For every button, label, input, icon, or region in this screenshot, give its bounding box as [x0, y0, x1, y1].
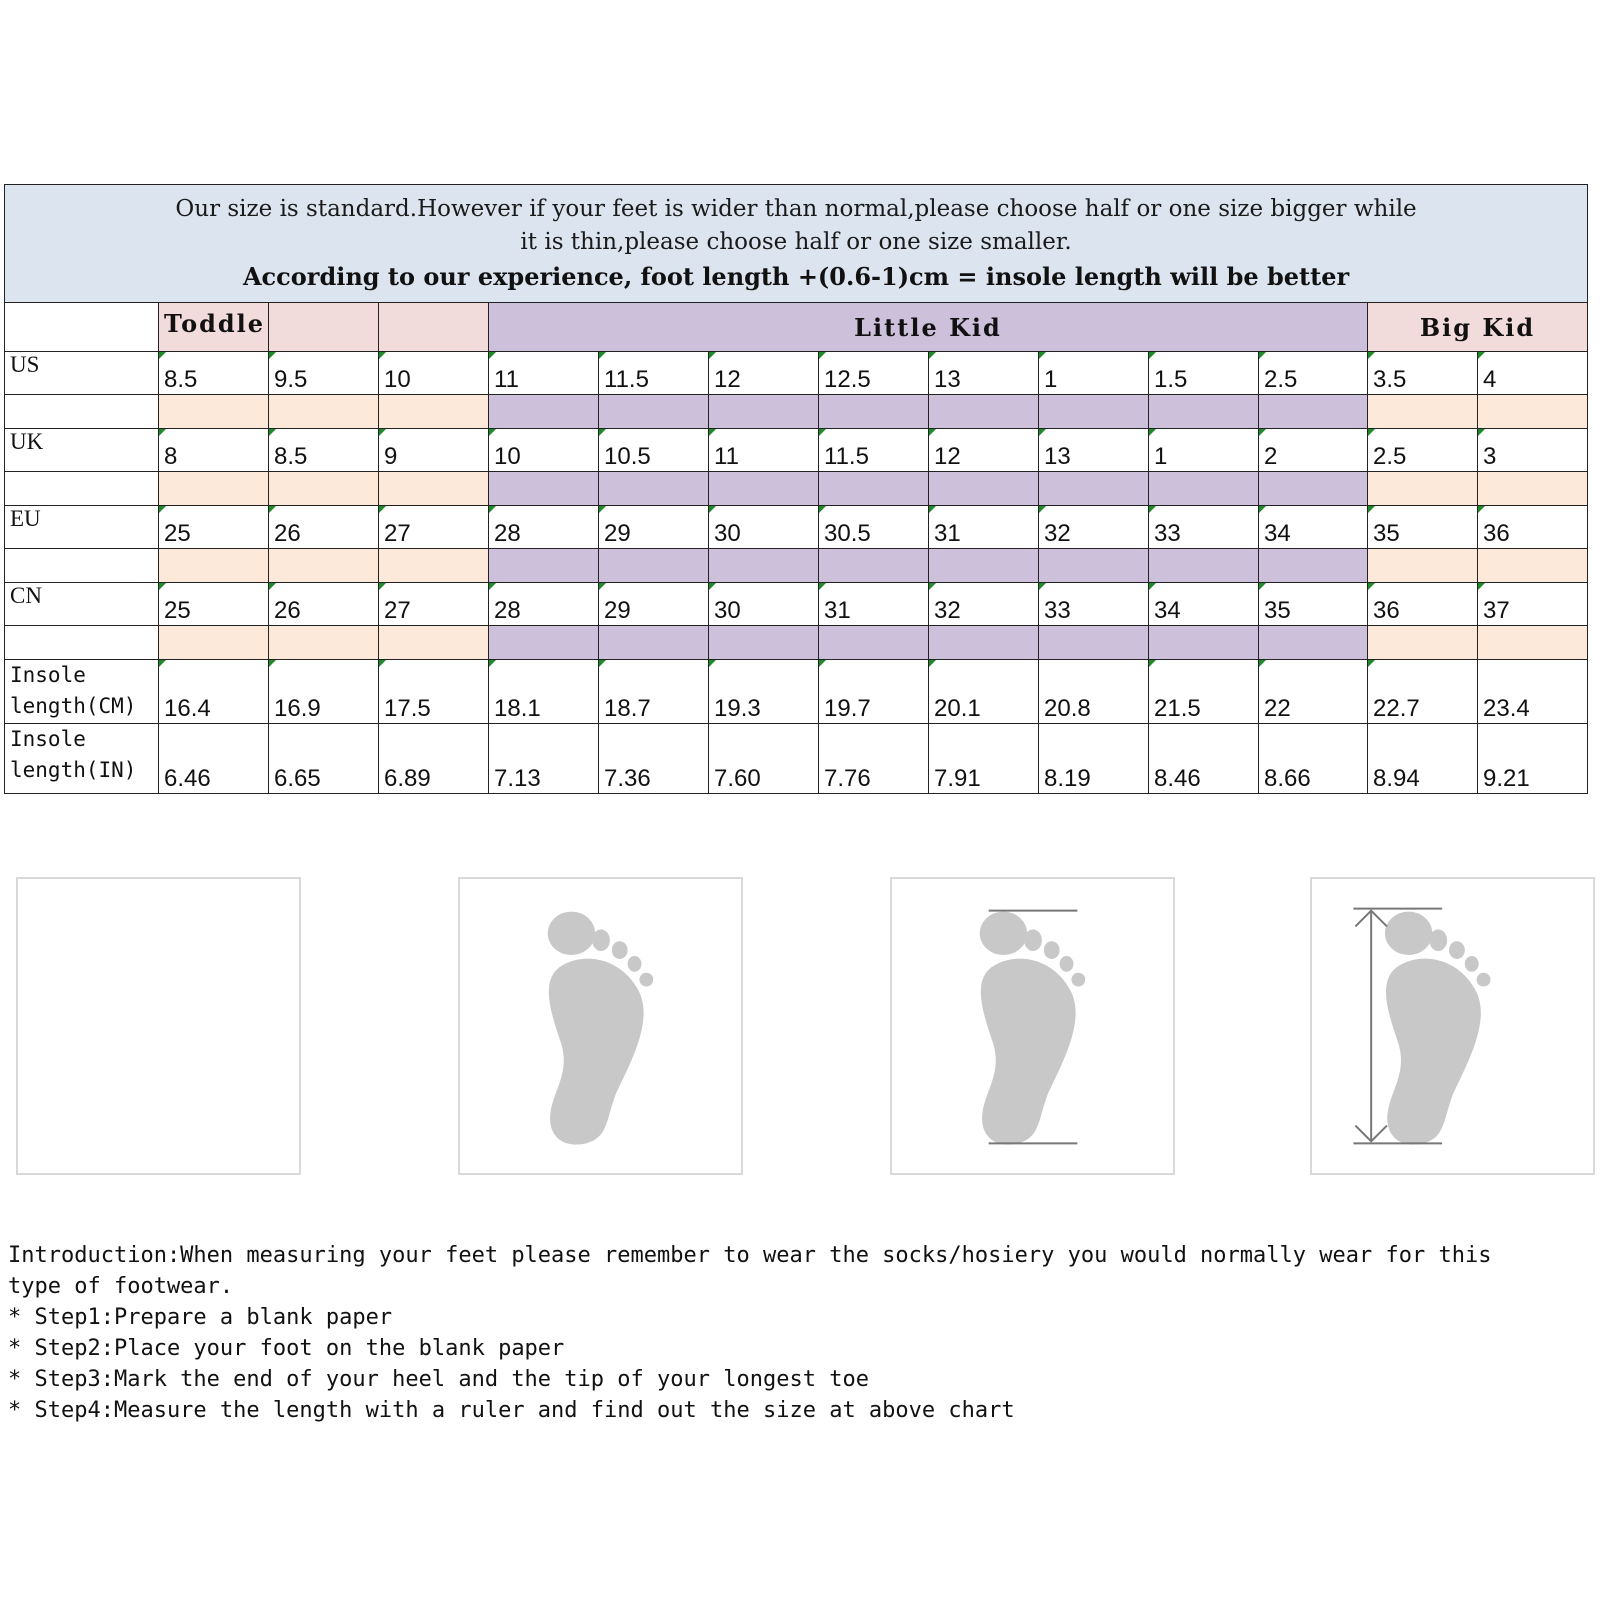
size-chart-table: [4, 184, 1588, 794]
size-cell: 22: [1259, 660, 1368, 724]
size-cell: 1: [1039, 352, 1149, 395]
size-cell: 11: [489, 352, 599, 395]
foot-panel: [458, 877, 743, 1175]
size-row-uk: [5, 429, 1588, 472]
insole-cm-label-line1: Insole: [10, 663, 86, 687]
insole-in-label-line1: Insole: [10, 727, 86, 751]
row-label: US: [5, 352, 159, 395]
size-cell: 2.5: [1259, 352, 1368, 395]
row-label: [5, 724, 159, 794]
size-cell: 30.5: [819, 506, 929, 549]
category-big-kid: Big Kid: [1368, 303, 1588, 352]
size-cell: 8.5: [269, 429, 379, 472]
foot-measure-panel: [1310, 877, 1595, 1175]
insole-cm-label-line2: length(CM): [10, 694, 137, 718]
size-cell: 19.3: [709, 660, 819, 724]
size-cell: 30: [709, 583, 819, 626]
size-cell: 9.21: [1478, 724, 1588, 794]
size-cell: 31: [929, 506, 1039, 549]
size-cell: 8.66: [1259, 724, 1368, 794]
size-cell: 8.5: [159, 352, 269, 395]
foot-icon: [460, 879, 741, 1173]
size-cell: 8.19: [1039, 724, 1149, 794]
category-toddle-fill: [269, 303, 379, 352]
size-cell: 21.5: [1149, 660, 1259, 724]
size-cell: 12.5: [819, 352, 929, 395]
blank-paper-panel: [16, 877, 301, 1175]
size-cell: 11.5: [599, 352, 709, 395]
size-cell: 12: [929, 429, 1039, 472]
notice-line-2: it is thin,please choose half or one size smaller.: [520, 229, 1072, 255]
row-label: EU: [5, 506, 159, 549]
size-cell: 6.65: [269, 724, 379, 794]
size-cell: 32: [929, 583, 1039, 626]
size-cell: 3: [1478, 429, 1588, 472]
size-cell: 7.76: [819, 724, 929, 794]
size-cell: 29: [599, 583, 709, 626]
size-cell: 9: [379, 429, 489, 472]
spacer-row: [5, 472, 1588, 506]
size-cell: 36: [1478, 506, 1588, 549]
size-cell: 2: [1259, 429, 1368, 472]
spacer-row: [5, 549, 1588, 583]
size-cell: 16.4: [159, 660, 269, 724]
row-label: UK: [5, 429, 159, 472]
size-cell: 36: [1368, 583, 1478, 626]
size-cell: 23.4: [1478, 660, 1588, 724]
step-3: * Step3:Mark the end of your heel and the tip of your longest toe: [8, 1367, 869, 1392]
notice-cell: [5, 185, 1588, 303]
row-label: [5, 660, 159, 724]
size-cell: 22.7: [1368, 660, 1478, 724]
foot-marked-panel: [890, 877, 1175, 1175]
size-cell: 33: [1149, 506, 1259, 549]
size-cell: 10: [489, 429, 599, 472]
intro-line-1: Introduction:When measuring your feet please remember to wear the socks/hosiery you would normally wear for this: [8, 1243, 1492, 1268]
size-cell: 13: [1039, 429, 1149, 472]
size-cell: 1: [1149, 429, 1259, 472]
size-cell: 34: [1149, 583, 1259, 626]
size-cell: 30: [709, 506, 819, 549]
size-cell: 20.8: [1039, 660, 1149, 724]
size-cell: 2.5: [1368, 429, 1478, 472]
insole-cm-row: [5, 660, 1588, 724]
size-cell: 32: [1039, 506, 1149, 549]
size-cell: 19.7: [819, 660, 929, 724]
category-row: [5, 303, 1588, 352]
size-cell: 7.13: [489, 724, 599, 794]
size-cell: 27: [379, 506, 489, 549]
notice-row: [5, 185, 1588, 303]
size-cell: 26: [269, 506, 379, 549]
step-4: * Step4:Measure the length with a ruler and find out the size at above chart: [8, 1398, 1015, 1423]
category-corner: [5, 303, 159, 352]
size-cell: 3.5: [1368, 352, 1478, 395]
size-cell: 20.1: [929, 660, 1039, 724]
size-cell: 35: [1368, 506, 1478, 549]
size-row-us: [5, 352, 1588, 395]
size-cell: 8.46: [1149, 724, 1259, 794]
row-label: CN: [5, 583, 159, 626]
size-cell: 34: [1259, 506, 1368, 549]
size-row-cn: [5, 583, 1588, 626]
size-cell: 11.5: [819, 429, 929, 472]
category-toddle: Toddle: [159, 303, 269, 352]
size-cell: 18.7: [599, 660, 709, 724]
size-cell: 7.91: [929, 724, 1039, 794]
size-cell: 9.5: [269, 352, 379, 395]
size-cell: 25: [159, 506, 269, 549]
foot-marked-icon: [892, 879, 1173, 1173]
notice-line-1: Our size is standard.However if your feet is wider than normal,please choose half or one size bigger while: [175, 196, 1417, 222]
notice-line-3: According to our experience, foot length +(0.6-1)cm = insole length will be better: [242, 262, 1350, 291]
category-toddle-fill: [379, 303, 489, 352]
intro-line-2: type of footwear.: [8, 1274, 234, 1299]
size-cell: 28: [489, 506, 599, 549]
size-cell: 10: [379, 352, 489, 395]
step-1: * Step1:Prepare a blank paper: [8, 1305, 393, 1330]
size-cell: 6.89: [379, 724, 489, 794]
size-cell: 11: [709, 429, 819, 472]
size-cell: 1.5: [1149, 352, 1259, 395]
insole-in-label-line2: length(IN): [10, 758, 137, 782]
measurement-instructions: [8, 1240, 1588, 1426]
size-cell: 33: [1039, 583, 1149, 626]
foot-measure-icon: [1312, 879, 1593, 1173]
size-cell: 10.5: [599, 429, 709, 472]
size-cell: 4: [1478, 352, 1588, 395]
size-cell: 31: [819, 583, 929, 626]
size-cell: 16.9: [269, 660, 379, 724]
size-cell: 7.60: [709, 724, 819, 794]
blank-paper-icon: [18, 879, 299, 1173]
size-cell: 37: [1478, 583, 1588, 626]
size-cell: 26: [269, 583, 379, 626]
size-cell: 35: [1259, 583, 1368, 626]
size-cell: 29: [599, 506, 709, 549]
size-cell: 27: [379, 583, 489, 626]
size-cell: 12: [709, 352, 819, 395]
category-little-kid: Little Kid: [489, 303, 1368, 352]
size-cell: 28: [489, 583, 599, 626]
size-cell: 17.5: [379, 660, 489, 724]
size-cell: 8: [159, 429, 269, 472]
size-row-eu: [5, 506, 1588, 549]
spacer-row: [5, 626, 1588, 660]
size-cell: 8.94: [1368, 724, 1478, 794]
size-cell: 18.1: [489, 660, 599, 724]
step-2: * Step2:Place your foot on the blank paper: [8, 1336, 565, 1361]
size-cell: 6.46: [159, 724, 269, 794]
size-cell: 25: [159, 583, 269, 626]
spacer-row: [5, 395, 1588, 429]
size-cell: 7.36: [599, 724, 709, 794]
size-cell: 13: [929, 352, 1039, 395]
insole-in-row: [5, 724, 1588, 794]
